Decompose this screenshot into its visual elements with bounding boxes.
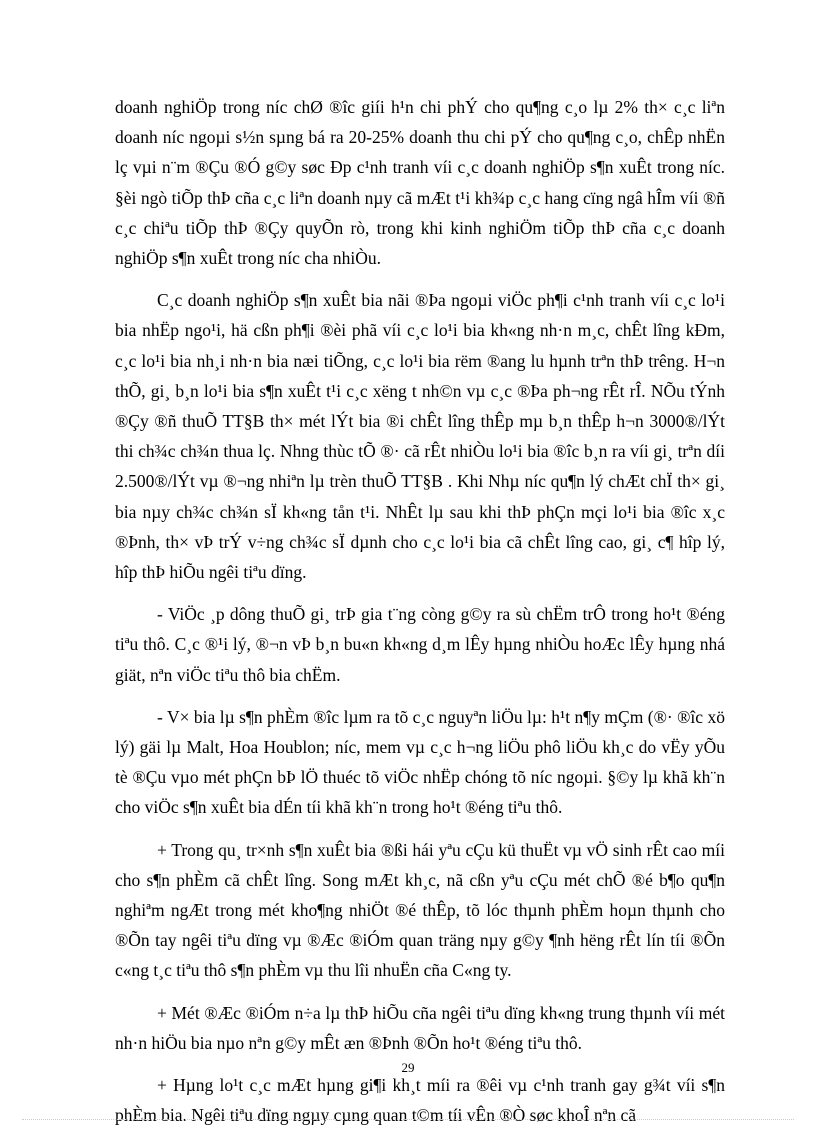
paragraph: + Mét ®Æc ®iÓm n÷a lµ thÞ hiÕu cña ngêi tiªu dïng kh«ng trung thµnh víi mét nh·n hiÖu bia nµo nªn g©y mÊt æn ®Þnh ®Õn ho¹t ®éng tiªu thô. — [115, 1002, 725, 1053]
paragraph: + Trong qu¸ tr×nh s¶n xuÊt bia ®ßi hái yªu cÇu kü thuËt vµ vÖ sinh rÊt cao míi cho s¶n phÈm cã chÊt lîng. Song mÆt kh¸c, nã cßn yªu cÇu mét chÕ ®é b¶o qu¶n nghiªm ngÆt trong mét kho¶ng nhiÖt ®é thÊp, tõ lóc thµnh phÈm hoµn thµnh cho ®Õn tay ngêi tiªu dïng vµ ®Æc ®iÓm quan träng nµy g©y ¶nh hëng rÊt lín tíi ®Õn c«ng t¸c tiªu thô s¶n phÈm vµ thu lîi nhuËn cña C«ng ty. — [115, 839, 725, 981]
paragraph: doanh nghiÖp trong níc chØ ®îc giíi h¹n chi phÝ cho qu¶ng c¸o lµ 2% th× c¸c liªn doanh níc ngoµi s½n sµng bá ra 20-25% doanh thu chi pÝ cho qu¶ng c¸o, chÊp nhËn lç vµi n¨m ®Çu ®Ó g©y søc Ðp c¹nh tranh víi c¸c doanh nghiÖp s¶n xuÊt trong níc. §èi ngò tiÕp thÞ cña c¸c liªn doanh nµy cã mÆt t¹i kh¾p c¸c hang cïng ngâ hÎm víi ®ñ c¸c chiªu tiÕp thÞ ®Çy quyÕn rò, trong khi kinh nghiÖm tiÕp thÞ cña c¸c doanh nghiÖp s¶n xuÊt trong níc cha nhiÒu. — [115, 97, 725, 269]
paragraph: - ViÖc ¸p dông thuÕ gi¸ trÞ gia t¨ng còng g©y ra sù chËm trÔ trong ho¹t ®éng tiªu thô. C¸c ®¹i lý, ®¬n vÞ b¸n bu«n kh«ng d¸m lÊy hµng nhiÒu hoÆc lÊy hµng nhá giät, nªn viÖc tiªu thô bia chËm. — [115, 604, 725, 685]
paragraph: + Hµng lo¹t c¸c mÆt hµng gi¶i kh¸t míi ra ®êi vµ c¹nh tranh gay g¾t víi s¶n phÈm bia. Ngêi tiªu dïng ngµy cµng quan t©m tíi vÊn ®Ò søc khoÎ nªn cã — [115, 1075, 725, 1126]
page-bottom-divider — [22, 1119, 794, 1120]
page-number: 29 — [401, 1060, 415, 1075]
paragraph: C¸c doanh nghiÖp s¶n xuÊt bia nãi ®Þa ngoµi viÖc ph¶i c¹nh tranh víi c¸c lo¹i bia nhËp ngo¹i, hä cßn ph¶i ®èi phã víi c¸c lo¹i bia kh«ng nh·n m¸c, chÊt lîng kÐm, c¸c lo¹i bia nh¸i nh·n bia næi tiÕng, c¸c lo¹i bia rëm ®ang lu hµnh trªn thÞ trêng. H¬n thÕ, gi¸ b¸n lo¹i bia s¶n xuÊt t¹i c¸c xëng t nh©n vµ c¸c ®Þa ph¬ng rÊt rÎ. NÕu tÝnh ®Çy ®ñ thuÕ TT§B th× mét lÝt bia ®i chÊt lîng thÊp mµ b¸n thÊp h¬n 3000®/lÝt thi ch¾c ch¾n thua lç. Nhng thùc tÕ ®· cã rÊt nhiÒu lo¹i bia ®îc b¸n ra víi gi¸ trªn díi 2.500®/lÝt vµ ®¬ng nhiªn lµ trèn thuÕ TT§B . Khi Nhµ níc qu¶n lý chÆt chÏ th× gi¸ bia nµy ch¾c ch¾n sÏ kh«ng tån t¹i. NhÊt lµ sau khi thÞ phÇn mçi lo¹i bia ®îc x¸c ®Þnh, th× vÞ trÝ v÷ng ch¾c sÏ dµnh cho c¸c lo¹i bia cã chÊt lîng cao, gi¸ c¶ hîp lý, hîp thÞ hiÕu ngêi tiªu dïng. — [115, 290, 725, 583]
paragraph: - V× bia lµ s¶n phÈm ®îc lµm ra tõ c¸c nguyªn liÖu lµ: h¹t n¶y mÇm (®· ®îc xö lý) gäi lµ Malt, Hoa Houblon; níc, mem vµ c¸c h¬ng liÖu phô liÖu kh¸c do vËy yÕu tè ®Çu vµo mét phÇn bÞ lÖ thuéc tõ viÖc nhËp chóng tõ níc ngoµi. §©y lµ khã kh¨n cho viÖc s¶n xuÊt bia dÉn tíi khã kh¨n trong ho¹t ®éng tiªu thô. — [115, 706, 725, 818]
body-text — [115, 92, 725, 1143]
